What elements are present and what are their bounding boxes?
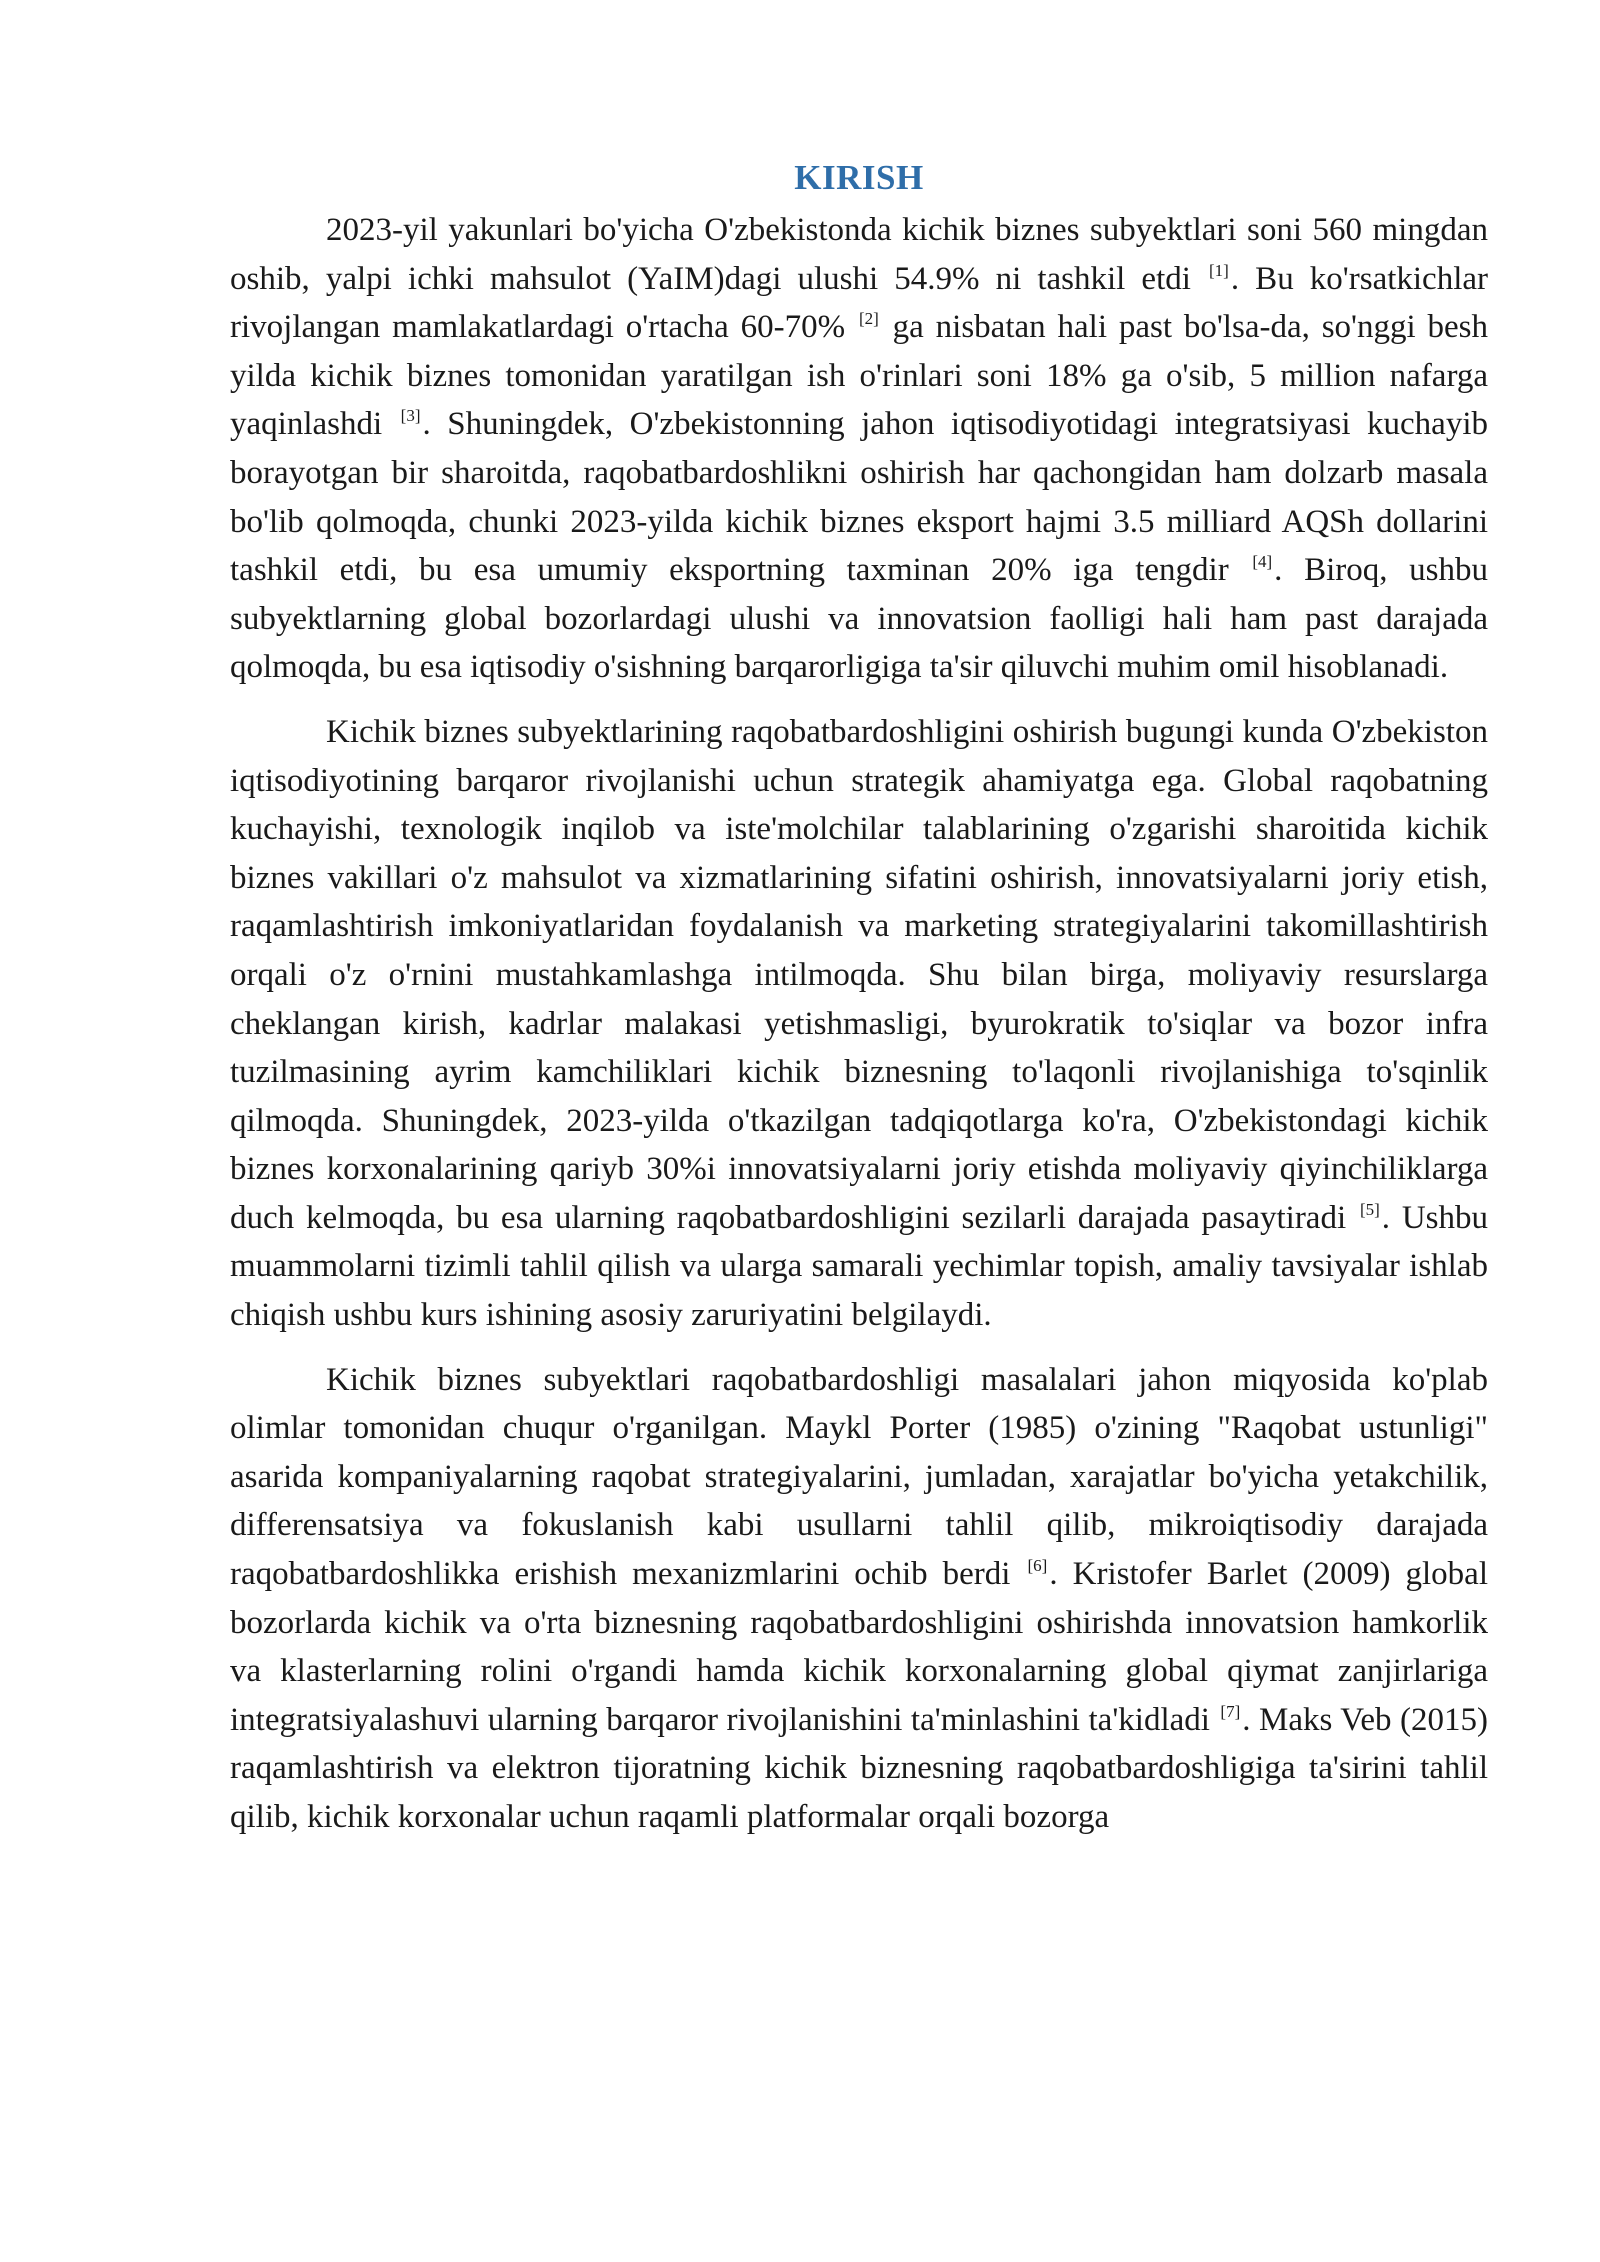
citation-ref-2: [2] [858,309,879,329]
paragraph-text: ga nisbatan hali past bo'lsa-da, so'nggi besh yilda kichik biznes tomonidan yaratilgan ish o'rinlari soni 18% ga o'sib, 5 million nafarga yaqinlashdi [230,309,1489,443]
citation-ref-3: [3] [400,406,421,426]
page-title: KIRISH [794,158,924,197]
citation-ref-4: [4] [1252,552,1273,572]
citation-ref-5: [5] [1359,1199,1380,1219]
paragraph-text: Kichik biznes subyektlarining raqobatbardoshligini oshirish bugungi kunda O'zbekiston iqtisodiyotining barqaror rivojlanishi uchun strategik ahamiyatga ega. Global raqobatning kuchayishi, texnologik inqilob va iste'molchilar talablarining o'zgarishi sharoitida kichik biznes vakillari o'z mahsulot va xizmatlarining sifatini oshirish, innovatsiyalarni joriy etish, raqamlashtirish imkoniyatlaridan foydalanish va marketing strategiyalarini takomillashtirish orqali o'z o'rnini mustahkamlashga intilmoqda. Shu bilan birga, moliyaviy resurslarga cheklangan kirish, kadrlar malakasi yetishmasligi, byurokratik to'siqlar va bozor infra tuzilmasining ayrim kamchiliklari kichik biznesning to'laqonli rivojlanishiga to'sqinlik qilmoqda. Shuningdek, 2023-yilda o'tkazilgan tadqiqotlarga ko'ra, O'zbekistondagi kichik biznes korxonalarining qariyb 30%i innovatsiyalarni joriy etishda moliyaviy qiyinchiliklarga duch kelmoqda, bu esa ularning raqobatbardoshligini sezilarli darajada pasaytiradi [230,713,1488,1236]
paragraph-text: 2023-yil yakunlari bo'yicha O'zbekistonda kichik biznes subyektlari soni 560 mingdan oshib, yalpi ichki mahsulot (YaIM)dagi ulushi 54.9% ni tashkil etdi [230,212,1488,297]
paragraph-2 [230,708,1488,1340]
paragraph-3 [230,1356,1488,1842]
citation-ref-6: [6] [1027,1556,1048,1576]
paragraph-text: . Biroq, ushbu subyektlarning global bozorlardagi ulushi va innovatsion faolligi hali ham past darajada qolmoqda, bu esa iqtisodiy o'sishning barqarorligiga ta'sir qiluvchi muhim omil hisoblanadi. [230,552,1488,686]
citation-ref-7: [7] [1220,1701,1241,1721]
paragraph-1 [230,206,1488,692]
paragraph-text: . Maks Veb (2015) raqamlashtirish va elektron tijoratning kichik biznesning raqobatbardoshligiga ta'sirini tahlil qilib, kichik korxonalar uchun raqamli platformalar orqali bozorga [230,1701,1488,1835]
paragraph-text: Kichik biznes subyektlari raqobatbardoshligi masalalari jahon miqyosida ko'plab olimlar tomonidan chuqur o'rganilgan. Maykl Porter (1985) o'zining "Raqobat ustunligi" asarida kompaniyalarning raqobat strategiyalarini, jumladan, xarajatlar bo'yicha yetakchilik, differensatsiya va fokuslanish kabi usullarni tahlil qilib, mikroiqtisodiy darajada raqobatbardoshlikka erishish mexanizmlarini ochib berdi [230,1361,1488,1593]
paragraph-text: . Shuningdek, O'zbekistonning jahon iqtisodiyotidagi integratsiyasi kuchayib borayotgan bir sharoitda, raqobatbardoshlikni oshirish har qachongidan ham dolzarb masala bo'lib qolmoqda, chunki 2023-yilda kichik biznes eksport hajmi 3.5 milliard AQSh dollarini tashkil etdi, bu esa umumiy eksportning taxminan 20% iga tengdir [230,406,1488,589]
paragraph-text: . Ushbu muammolarni tizimli tahlil qilish va ularga samarali yechimlar topish, amaliy tavsiyalar ishlab chiqish ushbu kurs ishining asosiy zaruriyatini belgilaydi. [230,1199,1488,1334]
document-body [230,150,1488,1858]
citation-ref-1: [1] [1209,260,1229,280]
paragraph-text: . Kristofer Barlet (2009) global bozorlarda kichik va o'rta biznesning raqobatbardoshligini oshirishda innovatsion hamkorlik va klasterlarning rolini o'rgandi hamda kichik korxonalarning global qiymat zanjirlariga integratsiyalashuvi ularning barqaror rivojlanishini ta'minlashini ta'kidladi [230,1556,1488,1738]
paragraph-text: . Bu ko'rsatkichlar rivojlangan mamlakatlardagi o'rtacha 60-70% [230,260,1488,346]
